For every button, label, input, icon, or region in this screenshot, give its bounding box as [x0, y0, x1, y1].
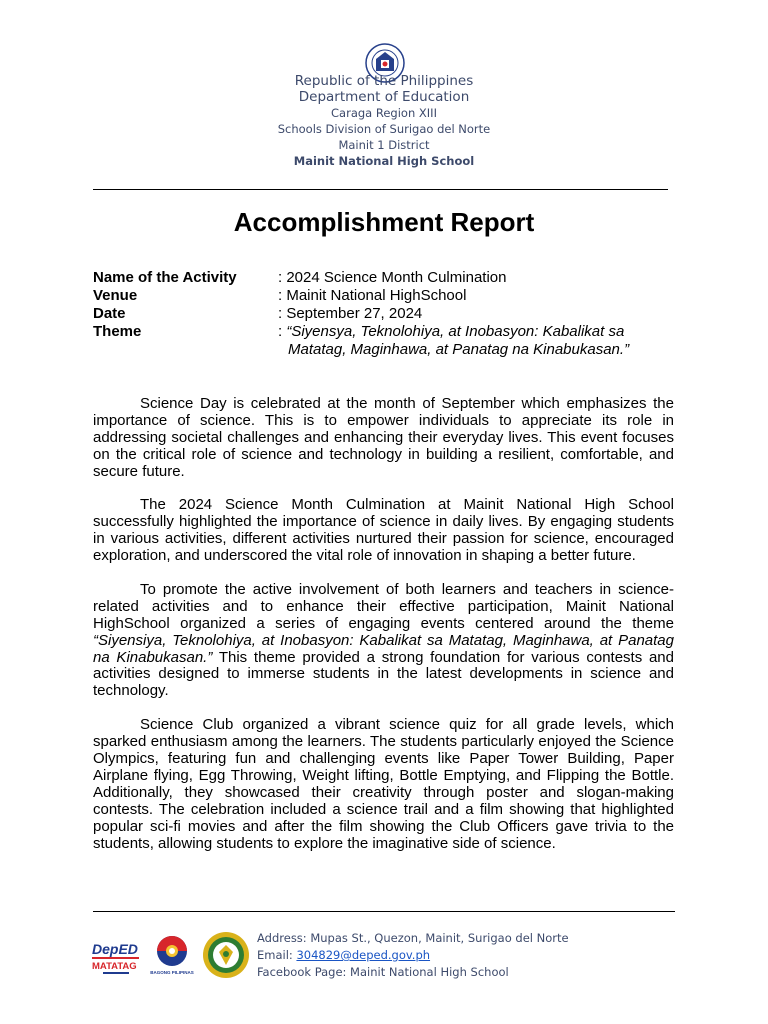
- letterhead-school: Mainit National High School: [293, 154, 475, 168]
- detail-row-venue: [93, 287, 683, 305]
- deped-matatag-logo: [91, 936, 141, 976]
- letterhead-region: Caraga Region XIII: [331, 106, 437, 120]
- footer-divider: [93, 911, 675, 912]
- bagong-pilipinas-logo: [149, 933, 195, 977]
- detail-row-theme: [93, 323, 683, 359]
- theme-prefix: :: [278, 323, 287, 340]
- footer-email-label: Email:: [257, 948, 297, 962]
- deped-logo-text: DepED: [92, 941, 138, 957]
- paragraph-3: [93, 582, 674, 700]
- date-label: Date: [93, 305, 126, 322]
- paragraph-2: The 2024 Science Month Culmination at Mainit National High School successfully highlighted the importance of science in daily lives. By engaging students in various activities, different activities nurtured their passion for science, encouraged exploration, and underscored the vital role of innovation in shaping a better future.: [93, 496, 674, 565]
- paragraph-3-theme: “Siyensiya, Teknolohiya, at Inobasyon: Kabalikat sa Matatag, Maginhawa, at Panatag na Kinabukasan.”: [93, 631, 674, 666]
- detail-row-date: [93, 305, 683, 323]
- paragraph-4: Science Club organized a vibrant science quiz for all grade levels, which sparked enthusiasm among the learners. The students particularly enjoyed the Science Olympics, featuring fun and challenging events like Paper Tower Building, Paper Airplane flying, Egg Throwing, Weight lifting, Bottle Emptying, and Flipping the Bottle. Additionally, they showcased their creativity through poster and slogan-making contests. The celebration included a science trail and a film showing that highlighted popular sci-fi movies and after the film showing the Club Officers gave trivia to the students, allowing students to explore the imaginative side of science.: [93, 716, 674, 852]
- theme-line-2: Matatag, Maginhawa, at Panatag na Kinabukasan.”: [288, 341, 630, 358]
- activity-value: : 2024 Science Month Culmination: [278, 269, 507, 286]
- footer-email-line: [257, 947, 569, 964]
- bagong-pilipinas-text: BAGONG PILIPINAS: [150, 970, 194, 975]
- paragraph-3-start: To promote the active involvement of both learners and teachers in science-related activities and to enhance their effective participation, Mainit National HighSchool organized a series of engaging events centered around the theme: [93, 580, 674, 632]
- header-divider: [93, 189, 668, 190]
- footer-contact: [257, 930, 569, 981]
- paragraph-3-end: This theme provided a strong foundation for various contests and activities designed to immerse students in the latest developments in science and technology.: [93, 648, 674, 700]
- letterhead-district: Mainit 1 District: [338, 138, 430, 152]
- venue-value: : Mainit National HighSchool: [278, 287, 467, 304]
- school-seal-logo: [202, 931, 250, 979]
- activity-details: [93, 269, 683, 359]
- letterhead-country: Republic of the Philippines: [294, 73, 474, 89]
- venue-label: Venue: [93, 287, 138, 304]
- email-link[interactable]: 304829@deped.gov.ph: [296, 948, 431, 962]
- letterhead-division: Schools Division of Surigao del Norte: [277, 122, 491, 136]
- footer-address: Address: Mupas St., Quezon, Mainit, Surigao del Norte: [257, 931, 569, 945]
- paragraph-1: Science Day is celebrated at the month of September which emphasizes the importance of science. This is to empower individuals to appreciate its role in addressing societal challenges and enhancing their everyday lives. This event focuses on the critical role of science and technology in building a resilient, comfortable, and secure future.: [93, 395, 674, 480]
- theme-label: Theme: [93, 323, 142, 340]
- page-title: Accomplishment Report: [233, 207, 535, 237]
- theme-line-1: “Siyensya, Teknolohiya, at Inobasyon: Kabalikat sa: [286, 323, 625, 340]
- date-value: : September 27, 2024: [278, 305, 423, 322]
- activity-label: Name of the Activity: [93, 269, 237, 286]
- letterhead-department: Department of Education: [298, 89, 470, 105]
- footer-facebook: Facebook Page: Mainit National High School: [257, 965, 509, 979]
- report-body: [93, 396, 674, 869]
- detail-row-activity: [93, 269, 683, 287]
- matatag-logo-text: MATATAG: [92, 961, 137, 972]
- theme-value: [278, 323, 683, 359]
